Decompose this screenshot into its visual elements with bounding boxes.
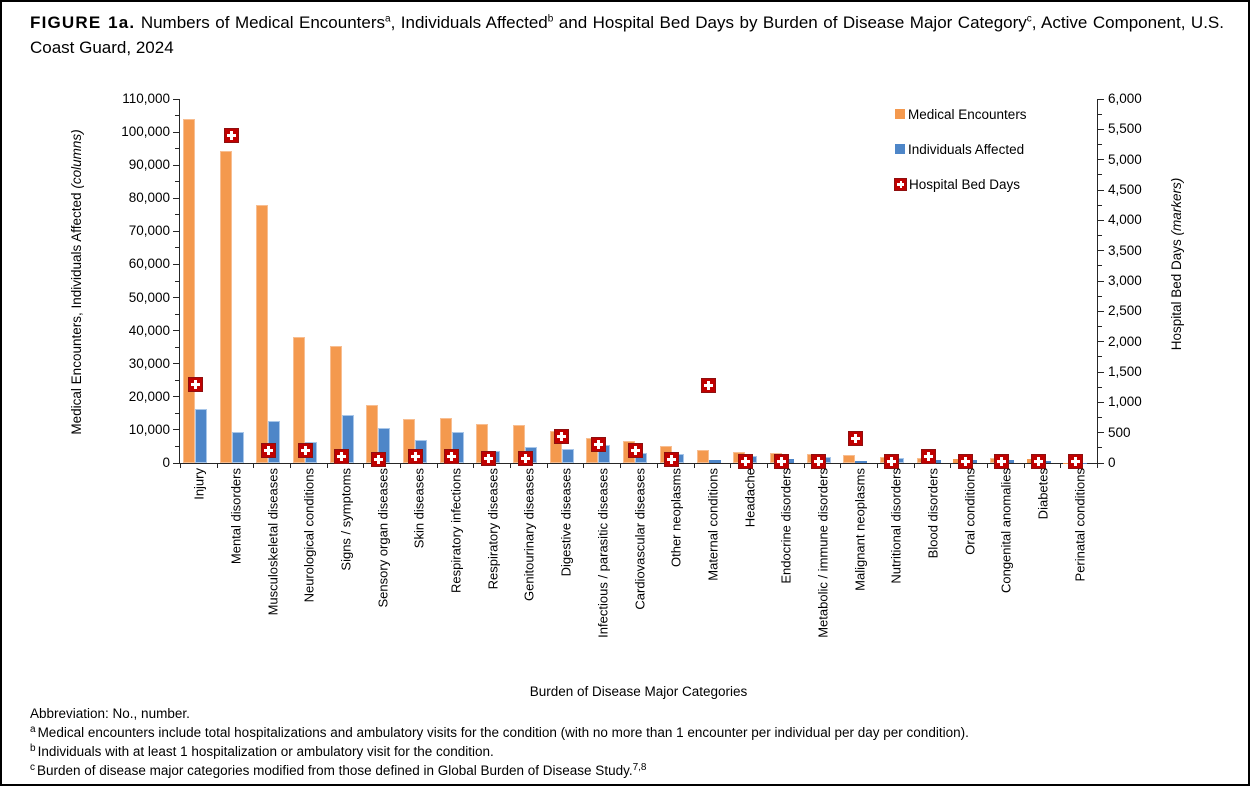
x-boundary-tick: [804, 464, 805, 468]
category-label: Malignant neoplasms: [852, 468, 868, 591]
y-tick-label-left: 50,000: [128, 289, 170, 305]
y-tick-label-right: 3,000: [1108, 273, 1142, 288]
y-tick-right: [1098, 159, 1104, 160]
y-tick-left: [173, 330, 179, 331]
marker-hospital-bed-days: [261, 443, 276, 458]
y-minor-tick-right: [1098, 447, 1102, 448]
y-minor-tick-left: [175, 446, 179, 447]
y-minor-tick-left: [175, 380, 179, 381]
category-label: Other neoplasms: [668, 468, 684, 567]
footnotes: [30, 704, 969, 780]
category-label: Respiratory infections: [448, 468, 464, 593]
x-boundary-tick: [767, 464, 768, 468]
y-tick-left: [173, 198, 179, 199]
marker-hospital-bed-days: [628, 443, 643, 458]
category-label: Sensory organ diseases: [375, 468, 391, 608]
x-boundary-tick: [437, 464, 438, 468]
legend-label: Hospital Bed Days: [909, 176, 1021, 192]
marker-hospital-bed-days: [408, 449, 423, 464]
abbreviation-note: Abbreviation: No., number.: [30, 706, 190, 721]
y-tick-right: [1098, 129, 1104, 130]
y-tick-label-left: 20,000: [128, 388, 170, 404]
y-tick-label-right: 1,500: [1108, 364, 1142, 379]
legend-square-icon: [895, 144, 905, 154]
x-boundary-tick: [400, 464, 401, 468]
category-label: Endocrine disorders: [778, 468, 794, 584]
x-boundary-tick: [1097, 464, 1098, 468]
y-tick-label-right: 2,500: [1108, 303, 1142, 319]
x-boundary-tick: [180, 464, 181, 468]
y-tick-left: [173, 165, 179, 166]
y-minor-tick-right: [1098, 265, 1102, 266]
category-label: Genitourinary diseases: [521, 468, 537, 601]
y-tick-label-left: 10,000: [128, 421, 170, 437]
bar-medical-encounters: [330, 346, 342, 463]
figure-title: FIGURE 1a. Numbers of Medical Encounters$^a$, Individuals Affected$^b$ and Hospital Bed Days by Burden of Disease Major Category$^c$, Active Component, U.S. Coast Guard, 2024: [30, 13, 1224, 57]
y-minor-tick-right: [1098, 174, 1102, 175]
y-tick-left: [173, 463, 179, 464]
category-label: Perinatal conditions: [1072, 468, 1088, 582]
y-minor-tick-left: [175, 247, 179, 248]
y-tick-label-left: 0: [162, 455, 170, 470]
x-boundary-tick: [914, 464, 915, 468]
y-tick-label-right: 4,500: [1108, 182, 1142, 197]
y-tick-left: [173, 264, 179, 265]
x-boundary-tick: [987, 464, 988, 468]
category-label: Signs / symptoms: [338, 468, 354, 571]
y-minor-tick-left: [175, 214, 179, 215]
y-minor-tick-right: [1098, 235, 1102, 236]
bar-individuals-affected: [709, 460, 721, 463]
y-tick-right: [1098, 220, 1104, 221]
y-axis-right: [1097, 99, 1098, 464]
bar-individuals-affected: [232, 432, 244, 463]
y-tick-label-left: 80,000: [128, 190, 170, 206]
marker-hospital-bed-days: [334, 449, 349, 464]
y-tick-label-right: 5,500: [1108, 121, 1142, 137]
marker-hospital-bed-days: [811, 454, 826, 469]
marker-hospital-bed-days: [444, 449, 459, 464]
y-minor-tick-left: [175, 413, 179, 414]
y-tick-left: [173, 363, 179, 364]
x-boundary-tick: [547, 464, 548, 468]
legend-label: Medical Encounters: [908, 106, 1027, 122]
footnote-ref-b: b: [547, 13, 554, 25]
footnote-a: $^a$ Medical encounters include total hospitalizations and ambulatory visits for the condition (with no more than 1 encounter per individual per day per condition).: [30, 723, 969, 740]
footnote-b: $^b$ Individuals with at least 1 hospitalization or ambulatory visit for the condition.: [30, 742, 494, 759]
y-minor-tick-right: [1098, 387, 1102, 388]
category-label: Congenital anomalies: [998, 468, 1014, 594]
category-label: Headache: [742, 468, 758, 528]
marker-hospital-bed-days: [1031, 454, 1046, 469]
category-label: Mental disorders: [228, 468, 244, 565]
y-minor-tick-left: [175, 314, 179, 315]
left-axis-title: Medical Encounters, Individuals Affected (columns): [69, 129, 84, 435]
y-tick-right: [1098, 432, 1104, 433]
category-label: Respiratory diseases: [485, 468, 501, 590]
x-boundary-tick: [1024, 464, 1025, 468]
y-tick-left: [173, 132, 179, 133]
y-tick-left: [173, 99, 179, 100]
marker-hospital-bed-days: [664, 452, 679, 467]
x-boundary-tick: [510, 464, 511, 468]
y-tick-label-left: 30,000: [128, 355, 170, 371]
marker-hospital-bed-days: [848, 431, 863, 446]
legend-item-hospital-bed-days: [895, 175, 1027, 193]
category-label: Nutritional disorders: [888, 468, 904, 584]
y-tick-right: [1098, 99, 1104, 100]
legend: [895, 105, 1027, 210]
marker-hospital-bed-days: [298, 443, 313, 458]
y-tick-right: [1098, 402, 1104, 403]
legend-square-icon: [895, 109, 905, 119]
marker-hospital-bed-days: [994, 454, 1009, 469]
bar-medical-encounters: [843, 455, 855, 463]
x-boundary-tick: [363, 464, 364, 468]
category-label: Blood disorders: [925, 468, 941, 559]
marker-hospital-bed-days: [884, 454, 899, 469]
right-axis-title: Hospital Bed Days (markers): [1169, 177, 1184, 351]
x-axis-title: Burden of Disease Major Categories: [529, 684, 748, 699]
footnote-ref-c: c: [1026, 13, 1032, 25]
y-tick-right: [1098, 281, 1104, 282]
bar-medical-encounters: [220, 151, 232, 463]
x-boundary-tick: [327, 464, 328, 468]
bar-medical-encounters: [256, 205, 268, 463]
y-tick-right: [1098, 250, 1104, 251]
marker-hospital-bed-days: [738, 454, 753, 469]
y-tick-left: [173, 231, 179, 232]
y-tick-label-right: 5,000: [1108, 151, 1142, 167]
x-boundary-tick: [290, 464, 291, 468]
y-tick-label-left: 100,000: [121, 124, 170, 140]
marker-hospital-bed-days: [958, 454, 973, 469]
x-boundary-tick: [950, 464, 951, 468]
marker-hospital-bed-days: [371, 452, 386, 467]
y-axis-left: [179, 99, 180, 464]
category-label: Maternal conditions: [705, 468, 721, 581]
y-tick-label-right: 500: [1108, 424, 1131, 440]
y-tick-right: [1098, 341, 1104, 342]
category-label: Musculoskeletal diseases: [265, 468, 281, 616]
category-label: Cardiovascular diseases: [632, 468, 647, 610]
y-minor-tick-right: [1098, 114, 1102, 115]
y-tick-left: [173, 297, 179, 298]
x-boundary-tick: [620, 464, 621, 468]
x-boundary-tick: [473, 464, 474, 468]
y-tick-label-right: 1,000: [1108, 394, 1142, 410]
y-tick-label-left: 40,000: [128, 322, 170, 338]
y-minor-tick-left: [175, 181, 179, 182]
y-tick-label-right: 2,000: [1108, 333, 1142, 349]
x-boundary-tick: [583, 464, 584, 468]
x-boundary-tick: [1060, 464, 1061, 468]
y-tick-right: [1098, 372, 1104, 373]
footnote-c: $^c$ Burden of disease major categories modified from those defined in Global Burden of Disease Study.$^{7,8}$: [30, 761, 647, 778]
y-minor-tick-right: [1098, 205, 1102, 206]
y-tick-left: [173, 429, 179, 430]
category-label: Infectious / parasitic diseases: [595, 468, 611, 638]
marker-hospital-bed-days: [481, 451, 496, 466]
marker-hospital-bed-days: [921, 449, 936, 464]
marker-hospital-bed-days: [188, 377, 203, 392]
y-tick-label-left: 110,000: [122, 91, 170, 106]
bar-individuals-affected: [195, 409, 207, 463]
category-label: Oral conditions: [962, 468, 978, 555]
y-tick-label-right: 4,000: [1108, 212, 1142, 228]
bar-medical-encounters: [697, 450, 709, 463]
y-tick-right: [1098, 190, 1104, 191]
y-minor-tick-right: [1098, 326, 1102, 327]
figure-label: FIGURE 1a.: [30, 13, 136, 32]
y-tick-label-left: 90,000: [128, 157, 170, 173]
category-label: Neurological conditions: [301, 468, 317, 603]
y-minor-tick-left: [175, 347, 179, 348]
x-boundary-tick: [657, 464, 658, 468]
bar-individuals-affected: [562, 449, 574, 463]
y-minor-tick-right: [1098, 417, 1102, 418]
y-tick-label-left: 70,000: [128, 223, 170, 239]
marker-hospital-bed-days: [1068, 454, 1083, 469]
marker-hospital-bed-days: [591, 437, 606, 452]
y-tick-label-right: 6,000: [1108, 91, 1142, 106]
y-minor-tick-left: [175, 281, 179, 282]
legend-label: Individuals Affected: [908, 141, 1025, 157]
marker-hospital-bed-days: [554, 429, 569, 444]
y-minor-tick-right: [1098, 356, 1102, 357]
category-label: Digestive diseases: [558, 468, 574, 577]
footnote-ref-a: a: [385, 13, 391, 25]
legend-cross-square-icon: [894, 178, 907, 191]
marker-hospital-bed-days: [701, 378, 716, 393]
category-label: Skin diseases: [411, 468, 427, 549]
bar-medical-encounters: [183, 119, 195, 463]
category-label: Metabolic / immune disorders: [815, 468, 831, 638]
marker-hospital-bed-days: [774, 454, 789, 469]
marker-hospital-bed-days: [224, 128, 239, 143]
y-tick-right: [1098, 463, 1104, 464]
x-boundary-tick: [253, 464, 254, 468]
legend-item-individuals-affected: [895, 140, 1027, 158]
x-boundary-tick: [730, 464, 731, 468]
reference-numbers: 7,8: [632, 761, 647, 773]
y-minor-tick-left: [175, 148, 179, 149]
marker-hospital-bed-days: [518, 451, 533, 466]
x-boundary-tick: [877, 464, 878, 468]
y-tick-label-right: 3,500: [1108, 242, 1142, 258]
x-boundary-tick: [694, 464, 695, 468]
y-minor-tick-right: [1098, 144, 1102, 145]
x-boundary-tick: [840, 464, 841, 468]
y-tick-label-left: 60,000: [128, 256, 170, 272]
bar-individuals-affected: [855, 461, 867, 463]
chart-area: [2, 2, 1250, 786]
y-tick-label-right: 0: [1108, 455, 1116, 470]
legend-item-medical-encounters: [895, 105, 1027, 123]
category-label: Diabetes: [1035, 468, 1051, 520]
y-minor-tick-right: [1098, 296, 1102, 297]
y-tick-left: [173, 396, 179, 397]
y-minor-tick-left: [175, 115, 179, 116]
y-tick-right: [1098, 311, 1104, 312]
category-label: Injury: [191, 468, 207, 500]
x-boundary-tick: [217, 464, 218, 468]
